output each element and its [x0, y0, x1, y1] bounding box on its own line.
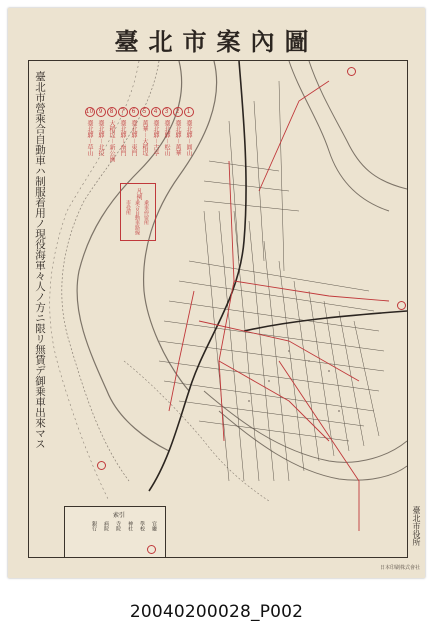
legend-item: 乗車停留所 [143, 200, 149, 225]
index-entry: 學校 [139, 521, 145, 531]
route-terminal-marker [147, 545, 156, 554]
bus-route-item [162, 107, 171, 170]
archive-caption: 20040200028_P002 [129, 602, 304, 622]
route-name: 臺北驛－北投 [97, 120, 104, 157]
route-terminal-marker [397, 301, 406, 310]
route-number: 2 [173, 107, 183, 117]
map-frame [28, 60, 408, 558]
route-name: 臺北驛－萬華 [174, 120, 181, 157]
route-number: 7 [118, 107, 128, 117]
route-number: 4 [151, 107, 161, 117]
publisher-text: 臺北市役所 [412, 506, 421, 546]
bus-route-item [140, 107, 149, 170]
bus-route-item [107, 107, 116, 170]
route-name: 大稻埕－新公園 [108, 120, 115, 163]
route-terminal-marker [97, 461, 106, 470]
legend-title: 凡例 [135, 188, 142, 200]
bus-route-item [129, 107, 138, 170]
map-sheet [8, 8, 425, 578]
print-note: 日本印刷株式會社 [380, 565, 421, 571]
route-name: 萬華－大稻埕 [141, 120, 148, 157]
bus-route-item [184, 107, 193, 170]
route-name: 臺北驛－草山 [86, 120, 93, 157]
route-number: 6 [129, 107, 139, 117]
index-title: 索引 [113, 512, 126, 519]
route-legend-box [120, 183, 156, 241]
bus-route-item [173, 107, 182, 170]
route-number: 8 [107, 107, 117, 117]
bus-route-item [151, 107, 160, 170]
route-name: 臺北驛－東門 [130, 120, 137, 157]
index-entry: 神社 [127, 521, 133, 531]
route-name: 臺北驛－古亭 [152, 120, 159, 157]
route-number: 9 [96, 107, 106, 117]
route-terminal-marker [347, 67, 356, 76]
legend-item: 乗合自動車路線 [134, 200, 140, 235]
map-title: 臺北市案內圖 [114, 27, 319, 56]
bus-route-item [96, 107, 105, 170]
bus-route-list [85, 107, 193, 170]
route-name: 臺北驛－南門 [119, 120, 126, 157]
route-number: 1 [184, 107, 194, 117]
index-entry: 病院 [103, 521, 109, 531]
notice-text: 臺北市營乘合自動車ハ制服着用ノ現役海軍々人ノ方ニ限リ無賃デ御乗車出來マス [34, 71, 46, 449]
route-name: 臺北驛－圓山 [185, 120, 192, 157]
legend-item: 市役所 [125, 200, 131, 215]
route-number: 5 [140, 107, 150, 117]
bus-route-item [85, 107, 94, 170]
route-name: 臺北驛－松山 [163, 120, 170, 157]
index-entry: 官廳 [151, 521, 157, 531]
route-number: 10 [85, 108, 94, 115]
index-entry: 寺院 [115, 521, 121, 531]
route-number: 3 [162, 107, 172, 117]
bus-route-item [118, 107, 127, 170]
index-entry: 銀行 [91, 521, 97, 531]
